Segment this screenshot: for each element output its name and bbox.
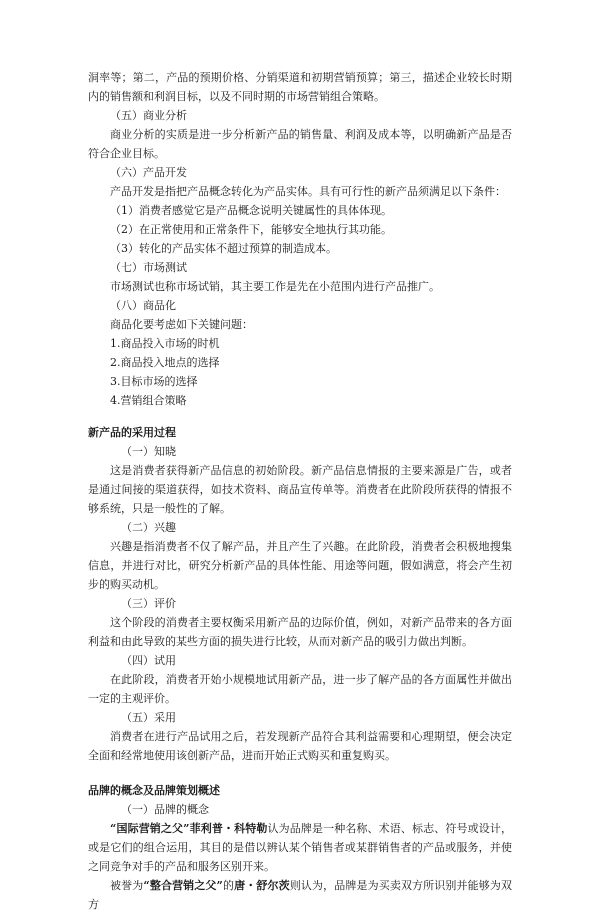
quoted-title: “国际营销之父”菲利普・科特勒 [110, 822, 268, 835]
paragraph: 商品化要考虑如下关键问题： [110, 318, 253, 331]
subheading: （三）评价 [121, 597, 176, 610]
document-page [88, 68, 512, 914]
subheading: （二）兴趣 [121, 521, 176, 534]
paragraph [88, 876, 512, 914]
condition-item: （1）消费者感觉它是产品概念说明关键属性的具体体现。 [110, 204, 392, 217]
subheading: （一）品牌的概念 [121, 803, 209, 816]
person-name: 唐・舒尔茨 [234, 879, 290, 892]
list-item: 4.营销组合策略 [110, 394, 187, 407]
subheading: （六）产品开发 [110, 166, 187, 179]
subheading: （八）商品化 [110, 299, 176, 312]
condition-item: （3）转化的产品实体不超过预算的制造成本。 [110, 242, 337, 255]
quoted-title: “整合营销之父” [143, 879, 223, 892]
condition-item: （2）在正常使用和正常条件下，能够安全地执行其功能。 [110, 223, 392, 236]
paragraph: 产品开发是指把产品概念转化为产品实体。具有可行性的新产品须满足以下条件： [110, 185, 506, 198]
subheading: （五）商业分析 [110, 109, 187, 122]
paragraph-text: 则认为，品牌是为买卖双方所识别并能够为双方 [88, 879, 513, 911]
paragraph-text: 的 [222, 879, 235, 892]
paragraph: 消费者在进行产品试用之后，若发现新产品符合其利益需要和心理期望，便会决定全面和经常地使用该创新产品，进而开始正式购买和重复购买。 [88, 730, 512, 762]
paragraph: 兴趣是指消费者不仅了解产品，并且产生了兴趣。在此阶段，消费者会积极地搜集信息，并进行对比，研究分析新产品的具体性能、用途等问题，假如满意，将会产生初步的购买动机。 [88, 540, 512, 591]
list-item: 2.商品投入地点的选择 [110, 356, 220, 369]
paragraph: 市场测试也称市场试销，其主要工作是先在小范围内进行产品推广。 [110, 280, 440, 293]
subheading: （五）采用 [121, 711, 176, 724]
paragraph: 商业分析的实质是进一步分析新产品的销售量、利润及成本等，以明确新产品是否符合企业目标。 [88, 128, 512, 160]
subheading: （七）市场测试 [110, 261, 187, 274]
subheading: （一）知晓 [121, 445, 176, 458]
subheading: （四）试用 [121, 654, 176, 667]
section-title: 新产品的采用过程 [88, 426, 176, 439]
paragraph: 这是消费者获得新产品信息的初始阶段。新产品信息情报的主要来源是广告，或者是通过间接的渠道获得，如技术资料、商品宣传单等。消费者在此阶段所获得的情报不够系统，只是一般性的了解。 [88, 464, 512, 515]
list-item: 3.目标市场的选择 [110, 375, 198, 388]
paragraph-text: 认为品牌是一种名称、术语、标志、符号或设计，或是它们的组合运用，其目的是借以辨认某个销售者或某群销售者的产品或服务，并使之同竞争对手的产品和服务区别开来。 [88, 822, 513, 873]
paragraph-text: 被誉为 [110, 879, 144, 892]
section-title: 品牌的概念及品牌策划概述 [88, 784, 220, 797]
paragraph: 这个阶段的消费者主要权衡采用新产品的边际价值，例如，对新产品带来的各方面利益和由此导致的某些方面的损失进行比较，从而对新产品的吸引力做出判断。 [88, 616, 512, 648]
paragraph: 洞率等；第二，产品的预期价格、分销渠道和初期营销预算；第三，描述企业较长时期内的销售额和利润目标，以及不同时期的市场营销组合策略。 [88, 71, 512, 103]
paragraph: 在此阶段，消费者开始小规模地试用新产品，进一步了解产品的各方面属性并做出一定的主观评价。 [88, 673, 512, 705]
list-item: 1.商品投入市场的时机 [110, 337, 220, 350]
